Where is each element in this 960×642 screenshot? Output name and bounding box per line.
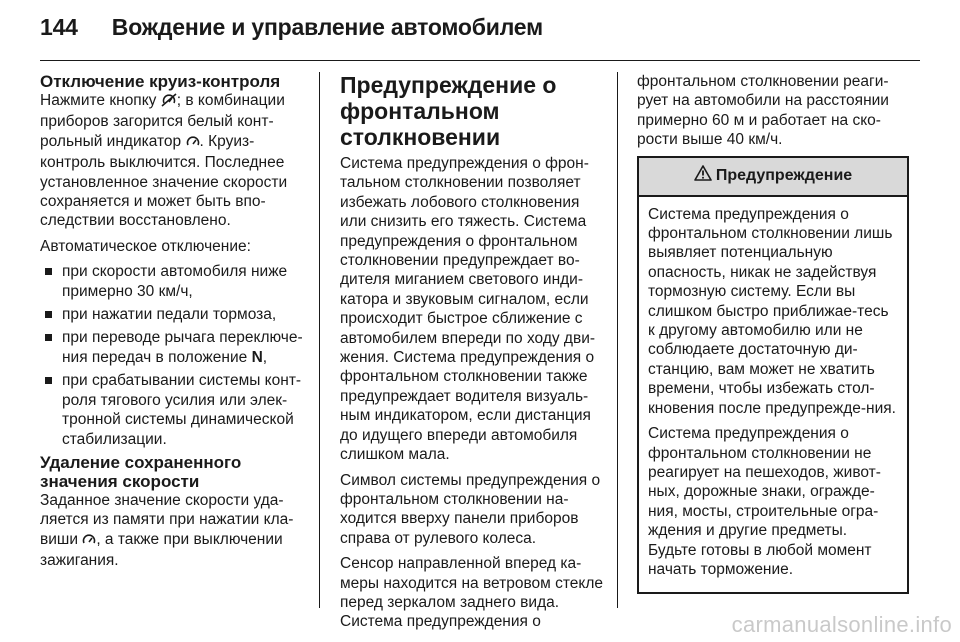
list-item: при нажатии педали тормоза, bbox=[40, 305, 308, 324]
column-divider-1 bbox=[319, 72, 320, 608]
column-2 bbox=[340, 72, 606, 638]
text-part: ; в комбинации приборов загорится белый конт-рольный индикатор bbox=[40, 92, 285, 150]
warning-paragraph-1: Система предупреждения о фронтальном столкновении лишь выявляет потенциальную опасность, никак не задействуя тормозную систему. Если вы слишком быстро приближае-тесь к другому автомобилю или не соблюдаете достаточную ди-станцию, вам может не хватить времени, чтобы избежать стол-кновения после предупрежде-ния. bbox=[648, 205, 896, 417]
section-heading-cruise-off: Отключение круиз-контроля bbox=[40, 72, 281, 91]
page-title: Вождение и управление автомобилем bbox=[111, 14, 543, 40]
paragraph-collision-1: Система предупреждения о фрон-тальном столкновении позволяет избежать лобового столкновения или снизить его тяжесть. Система предупреждения о фронтальном столкновении предупреждает во-дителя миганием светового инди-катора и звуковым сигналом, если происходит быстрое сближение с автомобилем впереди по ходу дви-жения. Система предупреждения о фронтальном столкновении также предупреждает водителя визуаль-ным индикатором, если дистанция до идущего впереди автомобиля слишком мала. bbox=[340, 155, 596, 464]
list-item: при переводе рычага переключе-ния передач в положение N, bbox=[40, 328, 308, 367]
warning-body bbox=[639, 197, 907, 593]
column-1 bbox=[40, 72, 308, 577]
warning-box bbox=[637, 156, 909, 595]
column-divider-2 bbox=[617, 72, 618, 608]
warning-paragraph-2: Система предупреждения о фронтальном столкновении не реагирует на пешеходов, живот-ных, дорожные знаки, огражде-ния, мосты, строительные огра-ждения и другие предметы. Будьте готовы в любой момент начать торможение. bbox=[648, 425, 881, 578]
paragraph-auto-off: Автоматическое отключение: bbox=[40, 237, 251, 255]
list-item: при скорости автомобиля ниже примерно 30 км/ч, bbox=[40, 262, 308, 301]
cruise-cancel-icon bbox=[161, 93, 177, 112]
section-heading-delete-speed: Удаление сохраненного значения скорости bbox=[40, 452, 242, 491]
auto-off-list bbox=[40, 262, 308, 449]
paragraph-cruise-off bbox=[40, 91, 308, 231]
text-part: , а также при выключении зажигания. bbox=[40, 530, 283, 570]
page-number: 144 bbox=[40, 14, 78, 40]
text-part: Заданное значение скорости уда-ляется из памяти при нажатии кла-виши bbox=[40, 491, 294, 548]
cruise-control-icon bbox=[82, 532, 96, 551]
watermark: carmanualsonline.info bbox=[731, 612, 952, 637]
warning-title: Предупреждение bbox=[715, 167, 853, 185]
section-heading-collision-warning: Предупреждение о фронтальном столкновении bbox=[340, 72, 557, 150]
text-part: Нажмите кнопку bbox=[40, 92, 157, 109]
paragraph-collision-3: Сенсор направленной вперед ка-меры находится на ветровом стекле перед зеркалом заднего вида. Система предупреждения о bbox=[340, 555, 604, 631]
header-divider bbox=[40, 60, 920, 61]
list-item: при срабатывании системы конт-роля тягового усилия или элек-тронной системы динамической стабилизации. bbox=[40, 371, 308, 449]
cruise-control-icon bbox=[186, 134, 200, 153]
paragraph-collision-continued: фронтальном столкновении реаги-рует на автомобили на расстоянии примерно 60 м и работает на ско-рости выше 40 км/ч. bbox=[637, 73, 889, 149]
gear-position-n: N bbox=[251, 348, 263, 366]
column-3 bbox=[637, 72, 909, 594]
warning-triangle-icon bbox=[694, 165, 712, 186]
paragraph-collision-2: Символ системы предупреждения о фронтальном столкновении на-ходится вверху панели приборов справа от рулевого колеса. bbox=[340, 471, 601, 547]
paragraph-delete-speed bbox=[40, 491, 308, 571]
page-header bbox=[40, 14, 920, 41]
warning-header bbox=[639, 158, 907, 197]
text-part: . Круиз-контроль выключится. Последнее установленное значение скорости сохраняется и может быть впо-следствии восстановлено. bbox=[40, 132, 288, 230]
